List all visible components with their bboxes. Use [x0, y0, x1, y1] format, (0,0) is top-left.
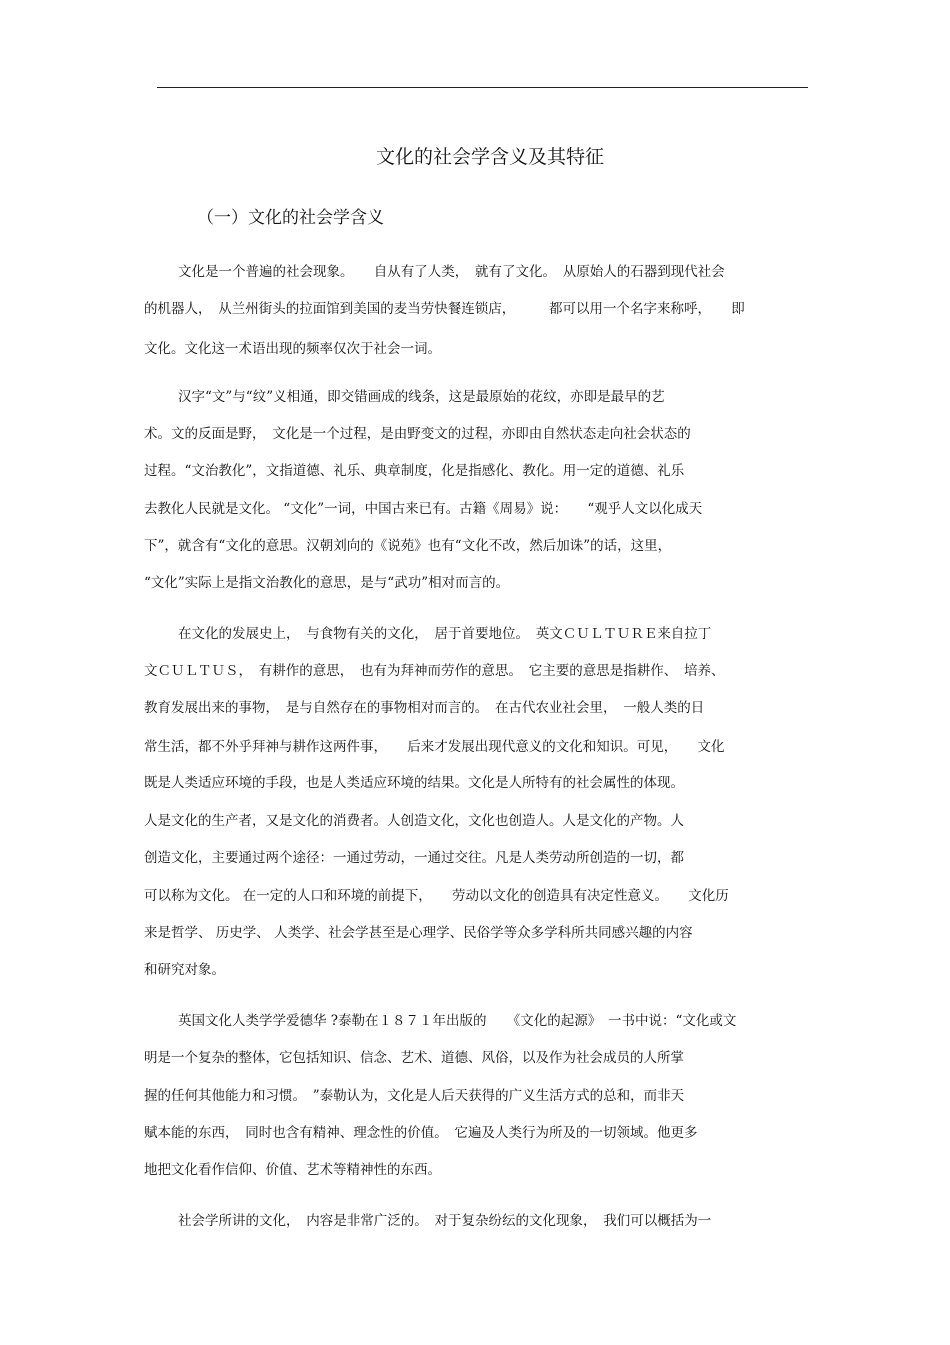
paragraph-line: 创造文化，主要通过两个途径：一通过劳动，一通过交往。凡是人类劳动所创造的一切，都	[144, 850, 684, 866]
paragraph-line: 过程。“文治教化”，文指道德、礼乐、典章制度，化是指感化、教化。用一定的道德、礼乐	[144, 463, 685, 479]
paragraph-line: “文化”实际上是指文治教化的意思，是与“武功”相对而言的。	[144, 575, 510, 591]
paragraph-line: 的机器人， 从兰州街头的拉面馆到美国的麦当劳快餐连锁店， 都可以用一个名字来称呼， 即	[144, 301, 745, 317]
paragraph-line: 文ＣＵＬＴＵＳ， 有耕作的意思， 也有为拜神而劳作的意思。 它主要的意思是指耕作、 培养、	[144, 663, 725, 679]
paragraph-line: 社会学所讲的文化， 内容是非常广泛的。 对于复杂纷纭的文化现象， 我们可以概括为一	[178, 1213, 712, 1229]
paragraph-line: 在文化的发展史上， 与食物有关的文化， 居于首要地位。 英文ＣＵＬＴＵＲＥ来自拉丁	[178, 626, 712, 642]
page-title: 文化的社会学含义及其特征	[375, 146, 604, 168]
paragraph-line: 赋本能的东西， 同时也含有精神、理念性的价值。 它遍及人类行为所及的一切领域。他更多	[144, 1125, 698, 1141]
paragraph-line: 文化。文化这一术语出现的频率仅次于社会一词。	[144, 341, 441, 357]
paragraph-line: 可以称为文化。 在一定的人口和环境的前提下， 劳动以文化的创造具有决定性意义。 文化历	[144, 888, 729, 904]
paragraph-line: 文化是一个普遍的社会现象。 自从有了人类， 就有了文化。 从原始人的石器到现代社会	[178, 264, 725, 280]
paragraph-line: 常生活，都不外乎拜神与耕作这两件事， 后来才发展出现代意义的文化和知识。可见， 文化	[144, 739, 725, 755]
paragraph-line: 汉字“文”与“纹”义相通，即交错画成的线条，这是最原始的花纹，亦即是最早的艺	[178, 389, 665, 405]
paragraph-line: 英国文化人类学学爱德华 ?泰勒在１８７１年出版的 《文化的起源》 一书中说：“文化或文	[178, 1013, 737, 1029]
paragraph-line: 地把文化看作信仰、价值、艺术等精神性的东西。	[144, 1162, 441, 1178]
paragraph-line: 去教化人民就是文化。 “文化”一词，中国古来已有。古籍《周易》说： “观乎人文以化成天	[144, 501, 703, 517]
paragraph-line: 握的任何其他能力和习惯。 ”泰勒认为，文化是人后天获得的广义生活方式的总和，而非天	[144, 1088, 685, 1104]
paragraph-line: 和研究对象。	[144, 962, 225, 978]
paragraph-line: 术。文的反面是野， 文化是一个过程，是由野变文的过程，亦即由自然状态走向社会状态的	[144, 426, 691, 442]
paragraph-line: 教育发展出来的事物， 是与自然存在的事物相对而言的。 在古代农业社会里， 一般人类的日	[144, 700, 705, 716]
paragraph-line: 人是文化的生产者，又是文化的消费者。人创造文化，文化也创造人。人是文化的产物。人	[144, 813, 684, 829]
paragraph-line: 下”，就含有“文化的意思。汉朝刘向的《说苑》也有“文化不改，然后加诛”的话，这里，	[144, 538, 672, 554]
header-rule	[157, 87, 808, 88]
paragraph-line: 既是人类适应环境的手段，也是人类适应环境的结果。文化是人所特有的社会属性的体现。	[144, 775, 684, 791]
paragraph-line: 明是一个复杂的整体，它包括知识、信念、艺术、道德、风俗，以及作为社会成员的人所掌	[144, 1050, 684, 1066]
section-heading: （一）文化的社会学含义	[197, 208, 384, 228]
paragraph-line: 来是哲学、 历史学、 人类学、社会学甚至是心理学、民俗学等众多学科所共同感兴趣的内容	[144, 925, 693, 941]
